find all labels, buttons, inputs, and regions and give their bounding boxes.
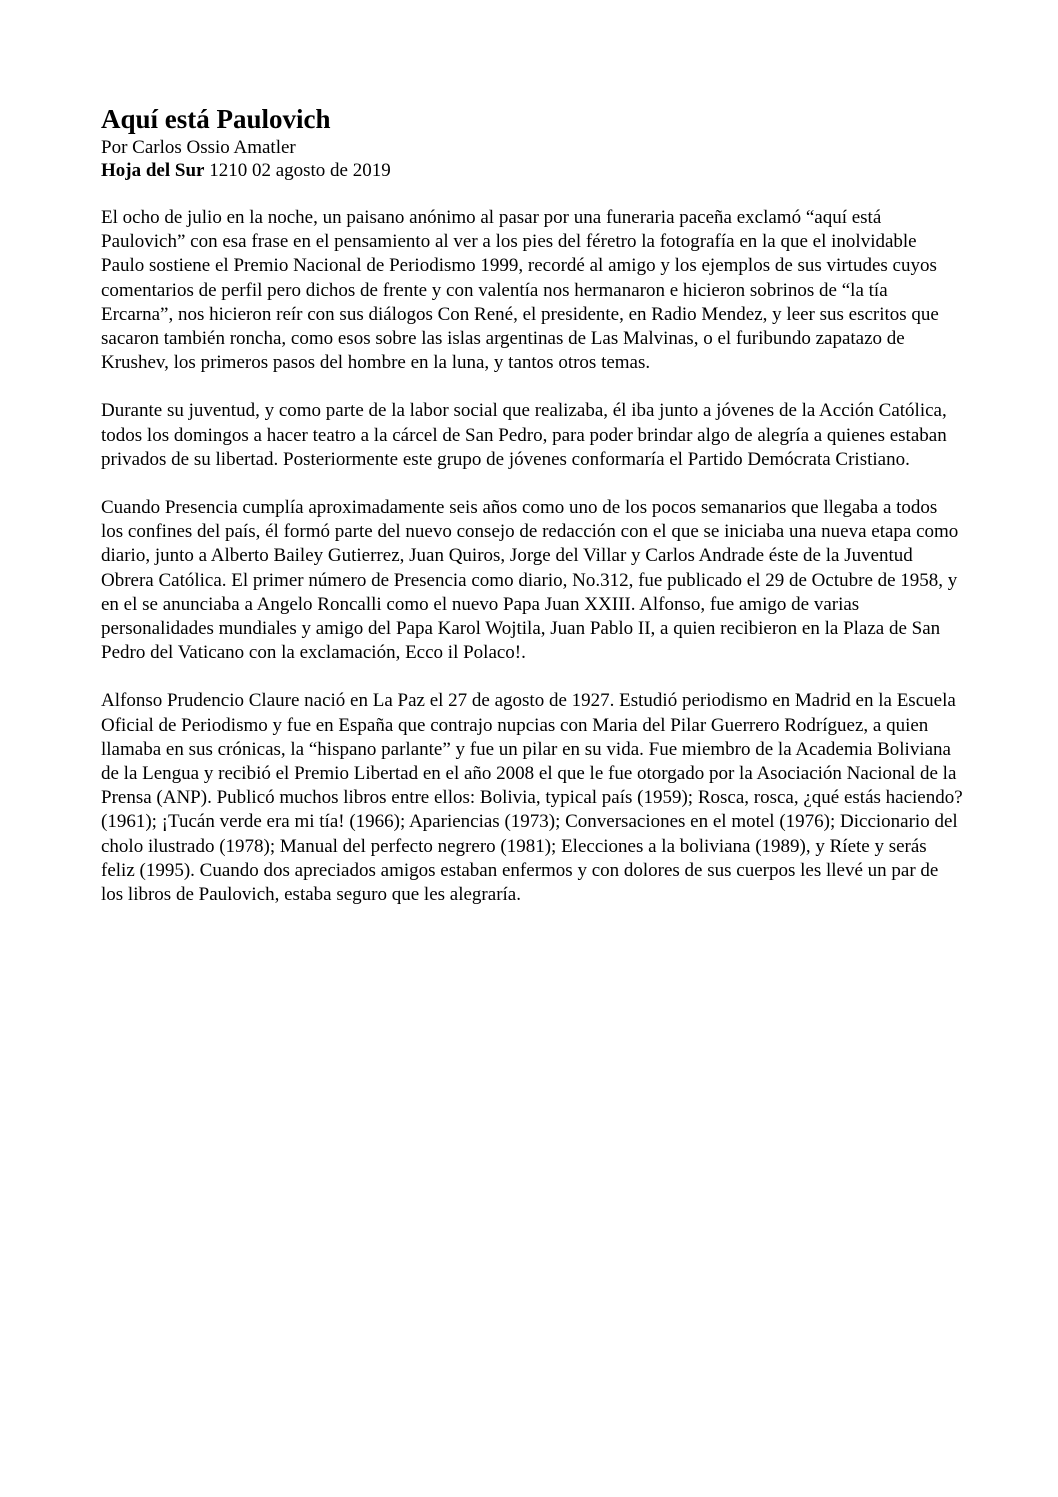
paragraph-2: Durante su juventud, y como parte de la labor social que realizaba, él iba junto a jóvenes de la Acción Católica, todos los domingos a hacer teatro a la cárcel de San Pedro, para poder brindar algo de alegría a quienes estaban privados de su libertad. Posteriormente este grupo de jóvenes conformaría el Partido Demócrata Cristiano. [101, 400, 947, 470]
article-body [101, 206, 963, 907]
paragraph-3: Cuando Presencia cumplía aproximadamente seis años como uno de los pocos semanarios que llegaba a todos los confines del país, él formó parte del nuevo consejo de redacción con el que se iniciaba una nueva etapa como diario, junto a Alberto Bailey Gutierrez, Juan Quiros, Jorge del Villar y Carlos Andrade éste de la Juventud Obrera Católica. El primer número de Presencia como diario, No.312, fue publicado el 29 de Octubre de 1958, y en el se anunciaba a Angelo Roncalli como el nuevo Papa Juan XXIII. Alfonso, fue amigo de varias personalidades mundiales y amigo del Papa Karol Wojtila, Juan Pablo II, a quien recibieron en la Plaza de San Pedro del Vaticano con la exclamación, Ecco il Polaco!. [101, 497, 959, 664]
article-source-line [101, 159, 963, 182]
issue-and-date: 1210 02 agosto de 2019 [204, 160, 391, 181]
paragraph-4: Alfonso Prudencio Claure nació en La Paz el 27 de agosto de 1927. Estudió periodismo en Madrid en la Escuela Oficial de Periodismo y fue en España que contrajo nupcias con Maria del Pilar Guerrero Rodríguez, a quien llamaba en sus crónicas, la “hispano parlante” y fue un pilar en su vida. Fue miembro de la Academia Boliviana de la Lengua y recibió el Premio Libertad en el año 2008 el que le fue otorgado por la Asociación Nacional de la Prensa (ANP). Publicó muchos libros entre ellos: Bolivia, typical país (1959); Rosca, rosca, ¿qué estás haciendo? (1961); ¡Tucán verde era mi tía! (1966); Apariencias (1973); Conversaciones en el motel (1976); Diccionario del cholo ilustrado (1978); Manual del perfecto negrero (1981); Elecciones a la boliviana (1989), y Ríete y serás feliz (1995). Cuando dos apreciados amigos estaban enfermos y con dolores de sus cuerpos les llevé un par de los libros de Paulovich, estaba seguro que les alegraría. [101, 690, 963, 906]
article-title: Aquí está Paulovich [101, 104, 331, 134]
article-byline: Por Carlos Ossio Amatler [101, 137, 296, 158]
publication-name: Hoja del Sur [101, 160, 205, 181]
document-page [101, 102, 963, 931]
paragraph-1: El ocho de julio en la noche, un paisano anónimo al pasar por una funeraria paceña exclamó “aquí está Paulovich” con esa frase en el pensamiento al ver a los pies del féretro la fotografía en la que el inolvidable Paulo sostiene el Premio Nacional de Periodismo 1999, recordé al amigo y los ejemplos de sus virtudes cuyos comentarios de perfil pero dichos de frente y con valentía nos hermanaron e hicieron sobrinos de “la tía Ercarna”, nos hicieron reír con sus diálogos Con René, el presidente, en Radio Mendez, y leer sus escritos que sacaron también roncha, como esos sobre las islas argentinas de Las Malvinas, o el furibundo zapatazo de Krushev, los primeros pasos del hombre en la luna, y tantos otros temas. [101, 207, 939, 374]
